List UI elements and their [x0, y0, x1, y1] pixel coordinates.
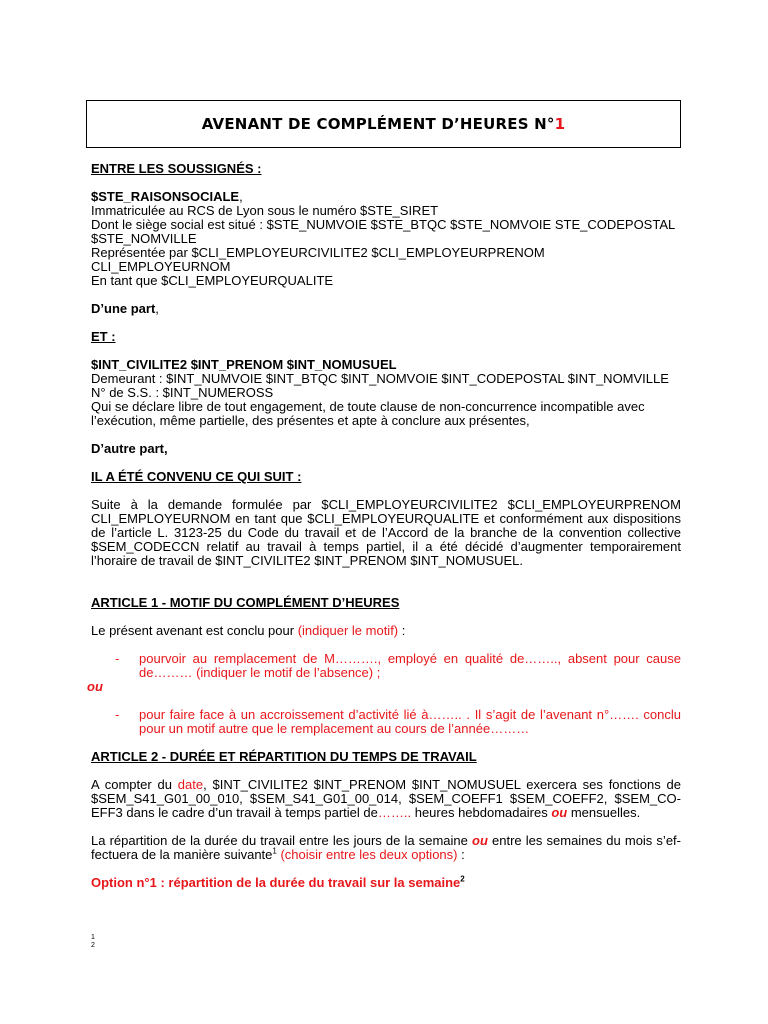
footnote-ref-2: 2: [460, 874, 465, 884]
bullet-dash: -: [115, 707, 120, 722]
int-declare: Qui se déclare libre de tout engagement, de toute clause de non-concurrence incompatible avec l’exécution, même partielle, des présentes et apte à conclure aux présentes,: [91, 399, 645, 428]
article1-bullet-2: [115, 708, 681, 736]
article2-paragraph-1: A compter du date, $INT_CIVILITE2 $INT_PRENOM $INT_NOMUSUEL exercera ses fonctions de $SEM_S41_G01_00_010, $SEM_S41_G01_00_014, $SEM_COEFF1 $SEM_COEFF2, $SEM_CO-EFF3 dans le cadre d’un travail à temps partiel de…….. heures hebdomadaires ou mensuelles.: [91, 777, 681, 820]
article2-date: date: [177, 777, 204, 792]
article1-ou: ou: [87, 679, 103, 694]
bullet-dash: -: [115, 651, 120, 666]
dautre-part: D’autre part,: [91, 441, 168, 456]
convenu-heading: IL A ÉTÉ CONVENU CE QUI SUIT :: [91, 469, 302, 484]
option1-heading: Option n°1 : répartition de la durée du travail sur la semaine$^2$: [91, 874, 465, 890]
et-heading: ET :: [91, 329, 116, 344]
footnote-ref-1: 1: [272, 846, 277, 856]
article1-heading: ARTICLE 1 - MOTIF DU COMPLÉMENT D’HEURES: [91, 595, 400, 610]
article2-heading: ARTICLE 2 - DURÉE ET RÉPARTITION DU TEMPS DE TRAVAIL: [91, 749, 477, 764]
document-title: AVENANT DE COMPLÉMENT D’HEURES N°1: [201, 115, 566, 133]
footnote-1: 1: [91, 934, 95, 941]
article1-lead-red: (indiquer le motif): [297, 623, 399, 638]
title-box: [86, 100, 681, 148]
ste-representant: Représentée par $CLI_EMPLOYEURCIVILITE2 $CLI_EMPLOYEURPRENOM CLI_EMPLOYEURNOM: [91, 245, 545, 274]
dune-part: D’une part,: [91, 301, 159, 316]
ste-name: $STE_RAISONSOCIALE: [91, 189, 240, 204]
entre-heading: ENTRE LES SOUSSIGNÉS :: [91, 161, 262, 176]
article1-bullet-1: [115, 652, 681, 680]
article1-bullet-1-text: pourvoir au remplacement de M………., employé en qualité de…….., absent pour cause de……… (indiquer le motif de l’absence) ;: [139, 651, 681, 680]
intro-paragraph: Suite à la demande formulée par $CLI_EMPLOYEURCIVILITE2 $CLI_EMPLOYEURPRENOM CLI_EMPLOYEURNOM en tant que $CLI_EMPLOYEURQUALITE et conformément aux dispositions de l’article L. 3123-25 du Code du travail et de l’Accord de la branche de la convention collective $SEM_CODECCN relatif au travail à temps partiel, il a été décidé d’augmenter temporairement l’horaire de travail de $INT_CIVILITE2 $INT_PRENOM $INT_NOMUSUEL.: [91, 497, 681, 568]
article2-paragraph-2: La répartition de la durée du travail entre les jours de la semaine ou entre les semaines du mois s’ef-fectuera de la manière suivante$^1$ (choisir entre les deux options) :: [91, 833, 681, 862]
ste-siege: Dont le siège social est situé : $STE_NUMVOIE $STE_BTQC $STE_NOMVOIE STE_CODEPOSTAL $STE_NOMVILLE: [91, 217, 675, 246]
footnotes: [91, 934, 95, 950]
int-name: $INT_CIVILITE2 $INT_PRENOM $INT_NOMUSUEL: [91, 357, 397, 372]
ste-rcs: Immatriculée au RCS de Lyon sous le numéro $STE_SIRET: [91, 203, 439, 218]
document-body: [87, 161, 681, 890]
title-number: 1: [554, 115, 566, 133]
article1-bullet-2-text: pour faire face à un accroissement d’activité lié à…….. . Il s’agit de l’avenant n°……. conclu pour un motif autre que le remplacement au cours de l’année………: [139, 707, 681, 736]
article1-lead: Le présent avenant est conclu pour (indiquer le motif) :: [91, 623, 406, 638]
ste-name-line: $STE_RAISONSOCIALE,: [91, 189, 243, 204]
int-demeurant: Demeurant : $INT_NUMVOIE $INT_BTQC $INT_NOMVOIE $INT_CODEPOSTAL $INT_NOMVILLE: [91, 371, 669, 386]
int-ss: N° de S.S. : $INT_NUMEROSS: [91, 385, 274, 400]
ste-qualite: En tant que $CLI_EMPLOYEURQUALITE: [91, 273, 334, 288]
footnote-2: 2: [91, 942, 95, 949]
